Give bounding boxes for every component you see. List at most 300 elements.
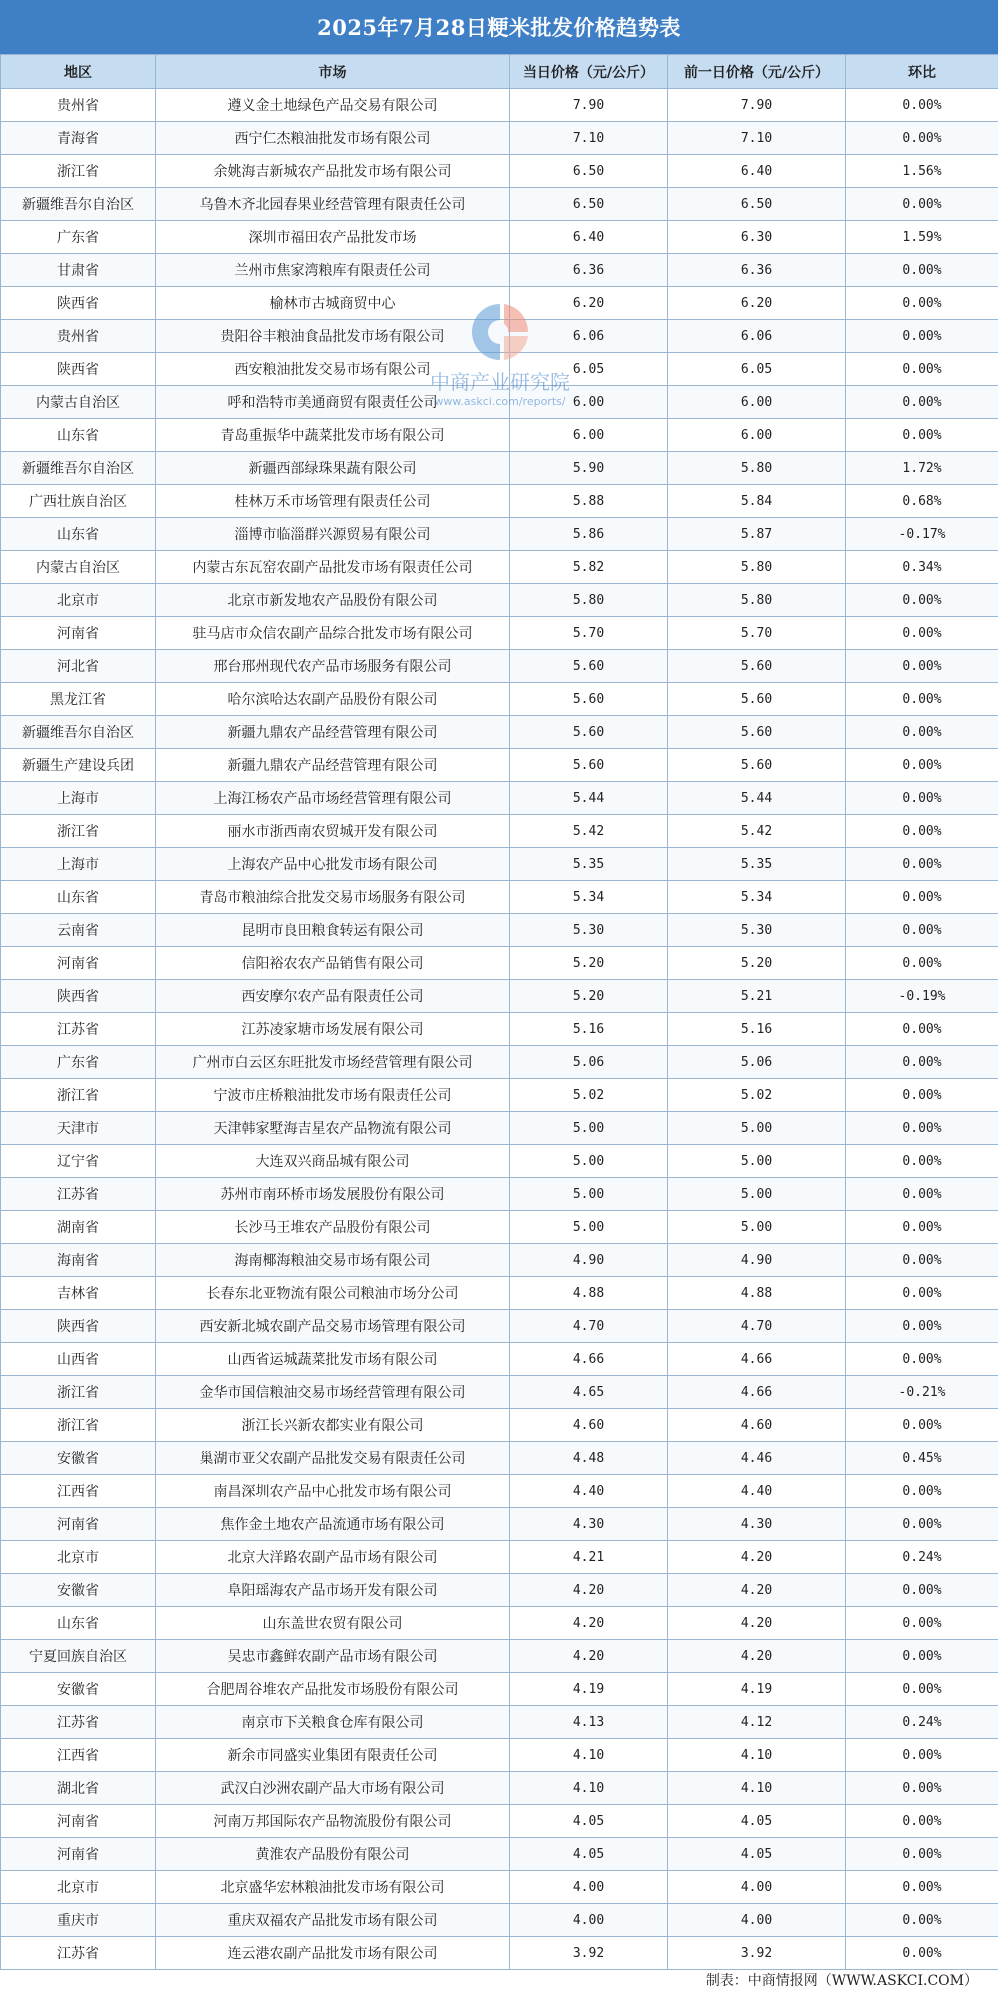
cell-today-price: 4.70 — [510, 1310, 668, 1343]
cell-prev-price: 4.05 — [668, 1805, 846, 1838]
table-row — [1, 1607, 998, 1640]
table-row — [1, 1013, 998, 1046]
cell-market: 焦作金土地农产品流通市场有限公司 — [156, 1508, 510, 1541]
cell-market: 遵义金土地绿色产品交易有限公司 — [156, 89, 510, 122]
cell-market: 信阳裕农农产品销售有限公司 — [156, 947, 510, 980]
cell-today-price: 4.66 — [510, 1343, 668, 1376]
cell-change: 0.00% — [846, 320, 998, 353]
cell-change: 0.00% — [846, 617, 998, 650]
cell-today-price: 7.90 — [510, 89, 668, 122]
cell-today-price: 5.20 — [510, 980, 668, 1013]
cell-prev-price: 5.35 — [668, 848, 846, 881]
table-row — [1, 1079, 998, 1112]
table-row — [1, 1310, 998, 1343]
cell-region: 黑龙江省 — [1, 683, 156, 716]
cell-today-price: 5.82 — [510, 551, 668, 584]
cell-market: 浙江长兴新农都实业有限公司 — [156, 1409, 510, 1442]
cell-prev-price: 5.30 — [668, 914, 846, 947]
table-row — [1, 1937, 998, 1970]
cell-region: 安徽省 — [1, 1574, 156, 1607]
table-row — [1, 1343, 998, 1376]
table-row — [1, 947, 998, 980]
cell-today-price: 4.60 — [510, 1409, 668, 1442]
cell-today-price: 7.10 — [510, 122, 668, 155]
table-row — [1, 650, 998, 683]
table-row — [1, 1475, 998, 1508]
cell-today-price: 5.86 — [510, 518, 668, 551]
cell-prev-price: 5.21 — [668, 980, 846, 1013]
cell-today-price: 5.06 — [510, 1046, 668, 1079]
cell-change: 0.00% — [846, 1079, 998, 1112]
cell-prev-price: 4.00 — [668, 1871, 846, 1904]
cell-prev-price: 4.05 — [668, 1838, 846, 1871]
table-row — [1, 980, 998, 1013]
cell-change: 0.00% — [846, 353, 998, 386]
table-row — [1, 89, 998, 122]
cell-region: 浙江省 — [1, 155, 156, 188]
cell-prev-price: 6.50 — [668, 188, 846, 221]
cell-region: 湖南省 — [1, 1211, 156, 1244]
table-row — [1, 584, 998, 617]
cell-change: 0.68% — [846, 485, 998, 518]
cell-market: 丽水市浙西南农贸城开发有限公司 — [156, 815, 510, 848]
cell-change: 0.00% — [846, 1145, 998, 1178]
cell-today-price: 5.70 — [510, 617, 668, 650]
cell-change: 0.24% — [846, 1541, 998, 1574]
cell-change: 0.00% — [846, 1277, 998, 1310]
cell-market: 内蒙古东瓦窑农副产品批发市场有限责任公司 — [156, 551, 510, 584]
cell-prev-price: 4.20 — [668, 1574, 846, 1607]
cell-prev-price: 7.10 — [668, 122, 846, 155]
cell-change: 0.00% — [846, 1805, 998, 1838]
cell-market: 兰州市焦家湾粮库有限责任公司 — [156, 254, 510, 287]
cell-change: 0.00% — [846, 1013, 998, 1046]
cell-prev-price: 4.66 — [668, 1343, 846, 1376]
cell-region: 安徽省 — [1, 1673, 156, 1706]
cell-change: 0.24% — [846, 1706, 998, 1739]
cell-region: 青海省 — [1, 122, 156, 155]
cell-region: 北京市 — [1, 584, 156, 617]
cell-region: 江苏省 — [1, 1013, 156, 1046]
cell-market: 北京市新发地农产品股份有限公司 — [156, 584, 510, 617]
cell-market: 巢湖市亚父农副产品批发交易有限责任公司 — [156, 1442, 510, 1475]
cell-prev-price: 4.90 — [668, 1244, 846, 1277]
cell-today-price: 5.35 — [510, 848, 668, 881]
cell-change: -0.21% — [846, 1376, 998, 1409]
cell-prev-price: 6.05 — [668, 353, 846, 386]
cell-today-price: 5.42 — [510, 815, 668, 848]
cell-change: 0.00% — [846, 287, 998, 320]
table-row — [1, 1838, 998, 1871]
cell-change: 0.00% — [846, 1640, 998, 1673]
cell-market: 桂林万禾市场管理有限责任公司 — [156, 485, 510, 518]
cell-prev-price: 5.80 — [668, 452, 846, 485]
table-row — [1, 518, 998, 551]
table-row — [1, 1574, 998, 1607]
cell-change: 0.00% — [846, 1046, 998, 1079]
table-row — [1, 716, 998, 749]
cell-change: 0.00% — [846, 1574, 998, 1607]
cell-prev-price: 6.30 — [668, 221, 846, 254]
cell-today-price: 6.05 — [510, 353, 668, 386]
cell-change: 0.00% — [846, 1112, 998, 1145]
cell-prev-price: 5.87 — [668, 518, 846, 551]
cell-region: 江苏省 — [1, 1178, 156, 1211]
cell-today-price: 6.20 — [510, 287, 668, 320]
cell-region: 河北省 — [1, 650, 156, 683]
cell-today-price: 4.65 — [510, 1376, 668, 1409]
cell-today-price: 5.88 — [510, 485, 668, 518]
table-row — [1, 683, 998, 716]
cell-prev-price: 5.60 — [668, 650, 846, 683]
table-row — [1, 1211, 998, 1244]
cell-region: 江西省 — [1, 1739, 156, 1772]
cell-prev-price: 6.06 — [668, 320, 846, 353]
cell-region: 浙江省 — [1, 1079, 156, 1112]
cell-region: 浙江省 — [1, 1376, 156, 1409]
cell-region: 海南省 — [1, 1244, 156, 1277]
cell-change: 0.00% — [846, 683, 998, 716]
cell-region: 新疆维吾尔自治区 — [1, 716, 156, 749]
cell-market: 淄博市临淄群兴源贸易有限公司 — [156, 518, 510, 551]
cell-market: 西安新北城农副产品交易市场管理有限公司 — [156, 1310, 510, 1343]
table-row — [1, 551, 998, 584]
cell-today-price: 6.50 — [510, 155, 668, 188]
cell-today-price: 4.05 — [510, 1805, 668, 1838]
table-row — [1, 1244, 998, 1277]
table-row — [1, 1805, 998, 1838]
cell-change: 0.00% — [846, 1739, 998, 1772]
cell-prev-price: 6.36 — [668, 254, 846, 287]
cell-today-price: 4.13 — [510, 1706, 668, 1739]
cell-region: 山西省 — [1, 1343, 156, 1376]
table-row — [1, 1541, 998, 1574]
cell-prev-price: 4.60 — [668, 1409, 846, 1442]
cell-region: 新疆生产建设兵团 — [1, 749, 156, 782]
cell-today-price: 5.60 — [510, 683, 668, 716]
cell-market: 西安粮油批发交易市场有限公司 — [156, 353, 510, 386]
cell-today-price: 6.50 — [510, 188, 668, 221]
cell-change: 0.00% — [846, 1937, 998, 1970]
cell-change: 0.00% — [846, 419, 998, 452]
cell-market: 榆林市古城商贸中心 — [156, 287, 510, 320]
table-row — [1, 1112, 998, 1145]
cell-market: 天津韩家墅海吉星农产品物流有限公司 — [156, 1112, 510, 1145]
table-row — [1, 1772, 998, 1805]
cell-prev-price: 4.10 — [668, 1772, 846, 1805]
table-row — [1, 1871, 998, 1904]
cell-today-price: 4.30 — [510, 1508, 668, 1541]
cell-today-price: 5.00 — [510, 1112, 668, 1145]
header-region: 地区 — [1, 55, 156, 89]
table-row — [1, 1376, 998, 1409]
cell-region: 重庆市 — [1, 1904, 156, 1937]
cell-market: 大连双兴商品城有限公司 — [156, 1145, 510, 1178]
cell-today-price: 5.60 — [510, 716, 668, 749]
cell-change: 0.00% — [846, 386, 998, 419]
cell-market: 黄淮农产品股份有限公司 — [156, 1838, 510, 1871]
table-title: 2025年7月28日粳米批发价格趋势表 — [0, 0, 998, 54]
cell-today-price: 6.00 — [510, 419, 668, 452]
cell-prev-price: 4.20 — [668, 1640, 846, 1673]
cell-prev-price: 5.00 — [668, 1211, 846, 1244]
cell-market: 江苏凌家塘市场发展有限公司 — [156, 1013, 510, 1046]
cell-prev-price: 5.70 — [668, 617, 846, 650]
cell-market: 上海农产品中心批发市场有限公司 — [156, 848, 510, 881]
cell-prev-price: 5.80 — [668, 584, 846, 617]
cell-prev-price: 7.90 — [668, 89, 846, 122]
cell-today-price: 6.40 — [510, 221, 668, 254]
cell-market: 余姚海吉新城农产品批发市场有限公司 — [156, 155, 510, 188]
cell-prev-price: 5.42 — [668, 815, 846, 848]
table-row — [1, 815, 998, 848]
cell-change: 0.45% — [846, 1442, 998, 1475]
cell-region: 云南省 — [1, 914, 156, 947]
cell-market: 青岛市粮油综合批发交易市场服务有限公司 — [156, 881, 510, 914]
cell-prev-price: 6.00 — [668, 419, 846, 452]
table-row — [1, 914, 998, 947]
cell-prev-price: 4.46 — [668, 1442, 846, 1475]
cell-today-price: 4.10 — [510, 1739, 668, 1772]
cell-region: 内蒙古自治区 — [1, 551, 156, 584]
cell-today-price: 5.80 — [510, 584, 668, 617]
cell-today-price: 4.48 — [510, 1442, 668, 1475]
cell-change: 0.00% — [846, 1607, 998, 1640]
watermark-name: 中商产业研究院 — [430, 370, 570, 394]
cell-region: 河南省 — [1, 617, 156, 650]
table-row — [1, 419, 998, 452]
cell-market: 武汉白沙洲农副产品大市场有限公司 — [156, 1772, 510, 1805]
cell-market: 新疆九鼎农产品经营管理有限公司 — [156, 749, 510, 782]
cell-prev-price: 6.40 — [668, 155, 846, 188]
table-row — [1, 1442, 998, 1475]
header-today-price: 当日价格（元/公斤） — [510, 55, 668, 89]
cell-prev-price: 4.30 — [668, 1508, 846, 1541]
cell-market: 新疆西部绿珠果蔬有限公司 — [156, 452, 510, 485]
cell-market: 广州市白云区东旺批发市场经营管理有限公司 — [156, 1046, 510, 1079]
cell-prev-price: 5.06 — [668, 1046, 846, 1079]
cell-region: 江苏省 — [1, 1706, 156, 1739]
cell-market: 青岛重振华中蔬菜批发市场有限公司 — [156, 419, 510, 452]
header-prev-price: 前一日价格（元/公斤） — [668, 55, 846, 89]
cell-region: 上海市 — [1, 782, 156, 815]
table-row — [1, 1145, 998, 1178]
cell-prev-price: 6.20 — [668, 287, 846, 320]
cell-prev-price: 4.19 — [668, 1673, 846, 1706]
cell-today-price: 4.20 — [510, 1574, 668, 1607]
table-row — [1, 1178, 998, 1211]
cell-change: 0.00% — [846, 881, 998, 914]
cell-market: 金华市国信粮油交易市场经营管理有限公司 — [156, 1376, 510, 1409]
table-row — [1, 188, 998, 221]
cell-today-price: 5.20 — [510, 947, 668, 980]
cell-change: 0.00% — [846, 914, 998, 947]
cell-prev-price: 5.80 — [668, 551, 846, 584]
cell-market: 宁波市庄桥粮油批发市场有限责任公司 — [156, 1079, 510, 1112]
cell-region: 广西壮族自治区 — [1, 485, 156, 518]
table-header-row — [1, 55, 998, 89]
cell-market: 连云港农副产品批发市场有限公司 — [156, 1937, 510, 1970]
cell-region: 江西省 — [1, 1475, 156, 1508]
table-row — [1, 782, 998, 815]
cell-change: 0.00% — [846, 1772, 998, 1805]
cell-prev-price: 5.60 — [668, 749, 846, 782]
cell-region: 新疆维吾尔自治区 — [1, 452, 156, 485]
table-row — [1, 485, 998, 518]
cell-market: 深圳市福田农产品批发市场 — [156, 221, 510, 254]
cell-region: 山东省 — [1, 1607, 156, 1640]
table-row — [1, 1904, 998, 1937]
table-row — [1, 881, 998, 914]
cell-region: 贵州省 — [1, 320, 156, 353]
table-row — [1, 254, 998, 287]
cell-region: 新疆维吾尔自治区 — [1, 188, 156, 221]
cell-change: -0.19% — [846, 980, 998, 1013]
cell-prev-price: 5.44 — [668, 782, 846, 815]
cell-region: 宁夏回族自治区 — [1, 1640, 156, 1673]
cell-market: 驻马店市众信农副产品综合批发市场有限公司 — [156, 617, 510, 650]
cell-market: 重庆双福农产品批发市场有限公司 — [156, 1904, 510, 1937]
cell-today-price: 4.90 — [510, 1244, 668, 1277]
table-body — [1, 89, 998, 1970]
cell-today-price: 5.60 — [510, 650, 668, 683]
cell-prev-price: 5.00 — [668, 1178, 846, 1211]
watermark-url: www.askci.com/reports/ — [434, 395, 566, 408]
cell-today-price: 6.36 — [510, 254, 668, 287]
cell-prev-price: 5.60 — [668, 683, 846, 716]
table-row — [1, 749, 998, 782]
cell-change: 0.00% — [846, 122, 998, 155]
cell-change: 0.00% — [846, 749, 998, 782]
table-row — [1, 848, 998, 881]
cell-market: 北京盛华宏林粮油批发市场有限公司 — [156, 1871, 510, 1904]
cell-prev-price: 4.12 — [668, 1706, 846, 1739]
cell-prev-price: 5.60 — [668, 716, 846, 749]
cell-region: 广东省 — [1, 1046, 156, 1079]
cell-today-price: 5.30 — [510, 914, 668, 947]
cell-change: 0.00% — [846, 1211, 998, 1244]
cell-market: 昆明市良田粮食转运有限公司 — [156, 914, 510, 947]
cell-region: 北京市 — [1, 1871, 156, 1904]
cell-today-price: 5.90 — [510, 452, 668, 485]
cell-market: 山东盖世农贸有限公司 — [156, 1607, 510, 1640]
cell-region: 山东省 — [1, 518, 156, 551]
cell-change: 1.72% — [846, 452, 998, 485]
table-row — [1, 1640, 998, 1673]
cell-today-price: 4.10 — [510, 1772, 668, 1805]
cell-prev-price: 4.40 — [668, 1475, 846, 1508]
cell-today-price: 4.20 — [510, 1607, 668, 1640]
table-row — [1, 353, 998, 386]
cell-market: 南京市下关粮食仓库有限公司 — [156, 1706, 510, 1739]
cell-change: -0.17% — [846, 518, 998, 551]
header-change: 环比 — [846, 55, 998, 89]
table-row — [1, 617, 998, 650]
cell-prev-price: 5.20 — [668, 947, 846, 980]
cell-change: 0.00% — [846, 650, 998, 683]
cell-market: 合肥周谷堆农产品批发市场股份有限公司 — [156, 1673, 510, 1706]
cell-region: 吉林省 — [1, 1277, 156, 1310]
cell-today-price: 5.16 — [510, 1013, 668, 1046]
table-row — [1, 287, 998, 320]
cell-region: 内蒙古自治区 — [1, 386, 156, 419]
cell-market: 山西省运城蔬菜批发市场有限公司 — [156, 1343, 510, 1376]
cell-region: 安徽省 — [1, 1442, 156, 1475]
cell-change: 0.00% — [846, 188, 998, 221]
cell-change: 0.00% — [846, 1904, 998, 1937]
cell-prev-price: 5.00 — [668, 1145, 846, 1178]
cell-market: 乌鲁木齐北园春果业经营管理有限责任公司 — [156, 188, 510, 221]
cell-change: 0.00% — [846, 1871, 998, 1904]
cell-prev-price: 4.20 — [668, 1541, 846, 1574]
table-row — [1, 1409, 998, 1442]
cell-market: 上海江杨农产品市场经营管理有限公司 — [156, 782, 510, 815]
cell-today-price: 5.02 — [510, 1079, 668, 1112]
cell-change: 0.00% — [846, 1178, 998, 1211]
cell-today-price: 4.19 — [510, 1673, 668, 1706]
cell-market: 西安摩尔农产品有限责任公司 — [156, 980, 510, 1013]
cell-region: 山东省 — [1, 419, 156, 452]
cell-region: 陕西省 — [1, 980, 156, 1013]
cell-market: 西宁仁杰粮油批发市场有限公司 — [156, 122, 510, 155]
table-row — [1, 1673, 998, 1706]
cell-prev-price: 4.70 — [668, 1310, 846, 1343]
cell-region: 辽宁省 — [1, 1145, 156, 1178]
cell-prev-price: 5.02 — [668, 1079, 846, 1112]
cell-region: 天津市 — [1, 1112, 156, 1145]
table-row — [1, 320, 998, 353]
cell-market: 阜阳瑶海农产品市场开发有限公司 — [156, 1574, 510, 1607]
cell-market: 北京大洋路农副产品市场有限公司 — [156, 1541, 510, 1574]
cell-change: 0.00% — [846, 1343, 998, 1376]
cell-region: 上海市 — [1, 848, 156, 881]
cell-today-price: 6.00 — [510, 386, 668, 419]
cell-region: 甘肃省 — [1, 254, 156, 287]
table-row — [1, 122, 998, 155]
cell-prev-price: 6.00 — [668, 386, 846, 419]
cell-change: 0.00% — [846, 848, 998, 881]
cell-today-price: 5.34 — [510, 881, 668, 914]
cell-region: 陕西省 — [1, 353, 156, 386]
cell-region: 江苏省 — [1, 1937, 156, 1970]
cell-today-price: 5.00 — [510, 1178, 668, 1211]
cell-change: 0.00% — [846, 815, 998, 848]
table-row — [1, 452, 998, 485]
cell-today-price: 4.00 — [510, 1904, 668, 1937]
cell-change: 0.00% — [846, 254, 998, 287]
cell-prev-price: 4.20 — [668, 1607, 846, 1640]
cell-change: 0.34% — [846, 551, 998, 584]
cell-today-price: 4.40 — [510, 1475, 668, 1508]
header-market: 市场 — [156, 55, 510, 89]
cell-region: 河南省 — [1, 1838, 156, 1871]
table-row — [1, 155, 998, 188]
cell-today-price: 4.00 — [510, 1871, 668, 1904]
table-row — [1, 1739, 998, 1772]
cell-change: 0.00% — [846, 1508, 998, 1541]
cell-change: 0.00% — [846, 89, 998, 122]
cell-today-price: 4.88 — [510, 1277, 668, 1310]
cell-today-price: 4.20 — [510, 1640, 668, 1673]
cell-region: 浙江省 — [1, 1409, 156, 1442]
cell-market: 海南椰海粮油交易市场有限公司 — [156, 1244, 510, 1277]
cell-change: 1.56% — [846, 155, 998, 188]
cell-market: 河南万邦国际农产品物流股份有限公司 — [156, 1805, 510, 1838]
table-row — [1, 1706, 998, 1739]
cell-market: 哈尔滨哈达农副产品股份有限公司 — [156, 683, 510, 716]
table-row — [1, 221, 998, 254]
cell-market: 苏州市南环桥市场发展股份有限公司 — [156, 1178, 510, 1211]
